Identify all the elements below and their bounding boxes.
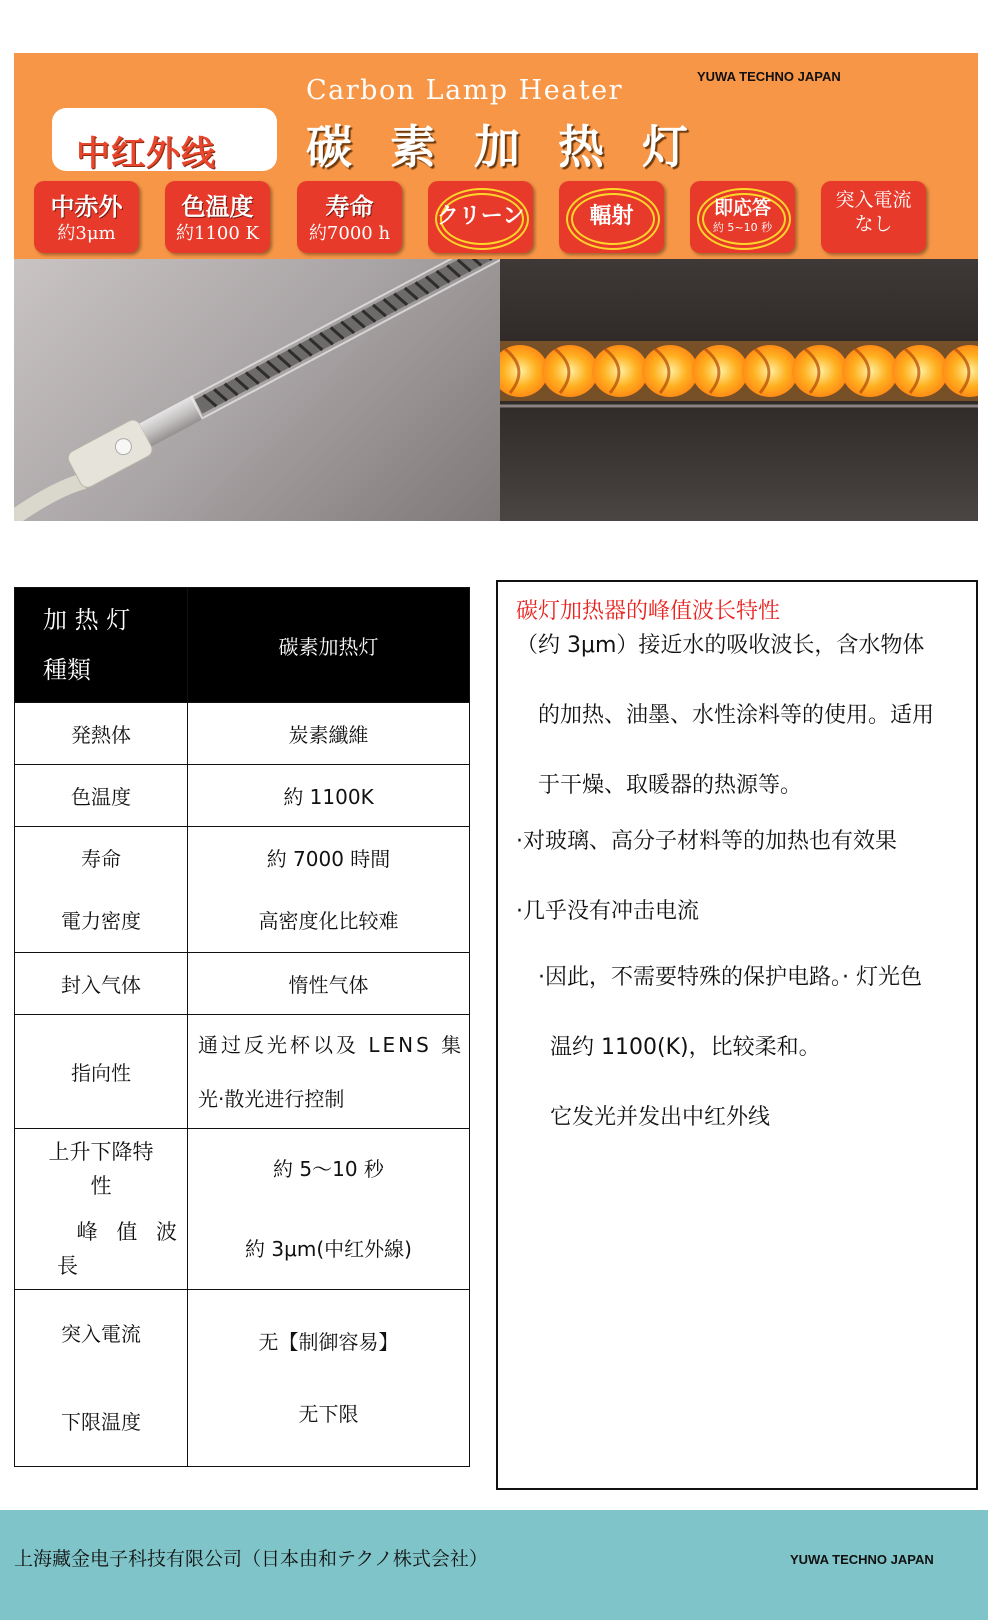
table-row <box>15 1129 470 1290</box>
description-line: 温约 1100(K)，比较柔和。 <box>550 1035 821 1060</box>
row-value-line2: 无下限 <box>298 1402 359 1426</box>
header-banner <box>14 53 978 259</box>
row-value-line1: 无【制御容易】 <box>258 1330 399 1354</box>
row-label: 色温度 <box>15 765 188 827</box>
header-value-cell: 碳素加热灯 <box>188 588 470 703</box>
row-value <box>188 827 470 953</box>
tag-value: 約 5~10 秒 <box>712 221 773 234</box>
row-label-line1b: 性 <box>90 1174 112 1198</box>
table-row <box>15 1015 470 1129</box>
table-row <box>15 953 470 1015</box>
table-row <box>15 1290 470 1467</box>
row-value <box>188 1129 470 1290</box>
brand-label: YUWA TECHNO JAPAN <box>697 69 841 84</box>
infrared-badge <box>52 108 277 174</box>
description-line: ·几乎没有冲击电流 <box>516 899 699 924</box>
row-label: 封入气体 <box>15 953 188 1015</box>
tag-value: なし <box>854 213 893 235</box>
tag-value: 約7000 h <box>308 223 391 244</box>
row-label <box>15 1129 188 1290</box>
tag-title: 寿命 <box>325 193 374 221</box>
header-label-cell <box>15 588 188 703</box>
table-row <box>15 703 470 765</box>
glowing-coil-illustration <box>500 259 978 521</box>
description-box <box>496 580 978 1490</box>
row-label-line1: 上升下降特 <box>48 1140 154 1164</box>
footer <box>0 1510 988 1620</box>
row-value: 炭素纖維 <box>188 703 470 765</box>
tag-title: 突入電流 <box>835 189 912 211</box>
company-name: 上海藏金电子科技有限公司（日本由和テクノ株式会社） <box>14 1548 488 1570</box>
tag-title: 輻射 <box>589 204 634 229</box>
tag-title: 中赤外 <box>50 193 123 221</box>
tag-radiation <box>559 181 664 253</box>
description-line: 的加热、油墨、水性涂料等的使用。适用 <box>538 703 935 728</box>
description-line: ·因此，不需要特殊的保护电路。· 灯光色 <box>538 965 922 990</box>
row-value <box>188 1015 470 1129</box>
table-row <box>15 827 470 953</box>
chinese-title: 碳素加热灯 <box>306 120 726 174</box>
tag-lifetime <box>297 181 402 253</box>
row-value: 惰性气体 <box>188 953 470 1015</box>
row-label-line2: 電力密度 <box>61 908 141 933</box>
row-label-line2b: 長 <box>57 1254 78 1278</box>
row-label-line1: 突入電流 <box>61 1322 141 1346</box>
tag-mid-infrared <box>34 181 139 253</box>
tag-title: 色温度 <box>181 193 254 221</box>
row-value-line1: 通过反光杯以及 LENS 集 <box>198 1032 465 1057</box>
footer-brand: YUWA TECHNO JAPAN <box>790 1552 934 1567</box>
row-label-line1: 寿命 <box>81 846 121 871</box>
carbon-lamp-illustration <box>14 259 500 521</box>
row-label-line2: 峰 值 波 <box>76 1220 183 1244</box>
row-value <box>188 1290 470 1467</box>
row-label-line2: 下限温度 <box>61 1410 141 1434</box>
tag-value: 約1100 K <box>176 223 259 244</box>
table-row <box>15 765 470 827</box>
row-value-line1: 約 5～10 秒 <box>273 1157 384 1181</box>
spec-table <box>14 587 470 1467</box>
tag-value: 約3μm <box>57 223 116 244</box>
description-line: ·对玻璃、高分子材料等的加热也有效果 <box>516 829 897 854</box>
badge-text: 中红外线 <box>76 134 216 174</box>
english-title: Carbon Lamp Heater <box>306 75 624 106</box>
description-title: 碳灯加热器的峰值波长特性 <box>516 599 781 624</box>
tag-title: クリーン <box>436 204 525 229</box>
description-line: 于干燥、取暖器的热源等。 <box>538 773 803 798</box>
header-label-line1: 加 热 灯 <box>43 606 131 634</box>
row-value-line2: 約 3μm(中红外線) <box>245 1237 412 1261</box>
row-value: 約 1100K <box>188 765 470 827</box>
row-value-line2: 光·散光进行控制 <box>198 1086 345 1111</box>
row-label <box>15 1290 188 1467</box>
tag-color-temperature <box>165 181 270 253</box>
row-label: 指向性 <box>15 1015 188 1129</box>
row-value-line2: 高密度化比较难 <box>258 908 399 933</box>
glowing-filament-photo <box>500 259 978 521</box>
row-value-line1: 約 7000 時間 <box>266 846 391 871</box>
row-label <box>15 827 188 953</box>
tag-inrush-current <box>821 181 926 253</box>
tag-quick-response <box>690 181 795 253</box>
header-label-line2: 種類 <box>43 656 91 684</box>
lamp-photo <box>14 259 500 521</box>
tag-title: 即応答 <box>713 197 771 219</box>
description-line: 它发光并发出中红外线 <box>550 1105 771 1130</box>
tag-clean <box>428 181 533 253</box>
description-line: （约 3μm）接近水的吸收波长，含水物体 <box>516 633 925 658</box>
row-label: 発熱体 <box>15 703 188 765</box>
